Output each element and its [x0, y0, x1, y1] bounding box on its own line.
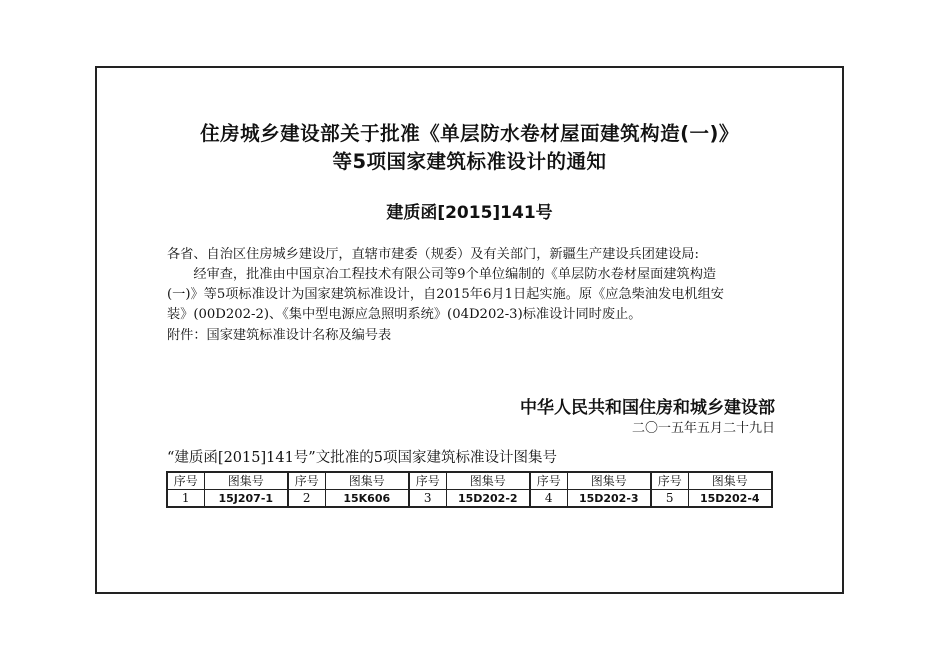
seq-header: 序号 [651, 472, 688, 490]
code-header: 图集号 [688, 472, 772, 490]
code-header: 图集号 [567, 472, 651, 490]
seq-header: 序号 [288, 472, 325, 490]
addressee-line: 各省、自治区住房城乡建设厅，直辖市建委（规委）及有关部门，新疆生产建设兵团建设局: [167, 247, 699, 262]
code-header: 图集号 [204, 472, 288, 490]
atlas-code-cell: 15D202-3 [567, 490, 651, 508]
table-caption: “建质函[2015]141号”文批准的5项国家建筑标准设计图集号 [167, 450, 557, 466]
atlas-number-table [166, 471, 773, 508]
seq-cell: 4 [530, 490, 567, 508]
atlas-code-cell: 15D202-4 [688, 490, 772, 508]
issuing-authority: 中华人民共和国住房和城乡建设部 [520, 398, 775, 418]
attachment-line: 附件：国家建筑标准设计名称及编号表 [167, 328, 392, 343]
table-header-row [167, 472, 772, 490]
notice-title-line-1: 住房城乡建设部关于批准《单层防水卷材屋面建筑构造(一)》 [200, 122, 739, 145]
seq-cell: 2 [288, 490, 325, 508]
body-line: 经审查，批准由中国京冶工程技术有限公司等9个单位编制的《单层防水卷材屋面建筑构造 [167, 267, 717, 282]
seq-cell: 5 [651, 490, 688, 508]
seq-header: 序号 [530, 472, 567, 490]
code-header: 图集号 [325, 472, 409, 490]
atlas-code-cell: 15D202-2 [446, 490, 530, 508]
seq-header: 序号 [409, 472, 446, 490]
atlas-code-cell: 15J207-1 [204, 490, 288, 508]
seq-header: 序号 [167, 472, 204, 490]
table-row [167, 490, 772, 508]
notice-title-line-2: 等5项国家建筑标准设计的通知 [332, 150, 607, 173]
body-line: 装》(00D202-2)、《集中型电源应急照明系统》(04D202-3)标准设计同时废止。 [167, 307, 642, 322]
issue-date: 二〇一五年五月二十九日 [631, 421, 775, 436]
document-number: 建质函[2015]141号 [386, 203, 553, 223]
body-line: (一)》等5项标准设计为国家建筑标准设计，自2015年6月1日起实施。原《应急柴油发电机组安 [167, 287, 724, 302]
seq-cell: 3 [409, 490, 446, 508]
code-header: 图集号 [446, 472, 530, 490]
atlas-code-cell: 15K606 [325, 490, 409, 508]
seq-cell: 1 [167, 490, 204, 508]
